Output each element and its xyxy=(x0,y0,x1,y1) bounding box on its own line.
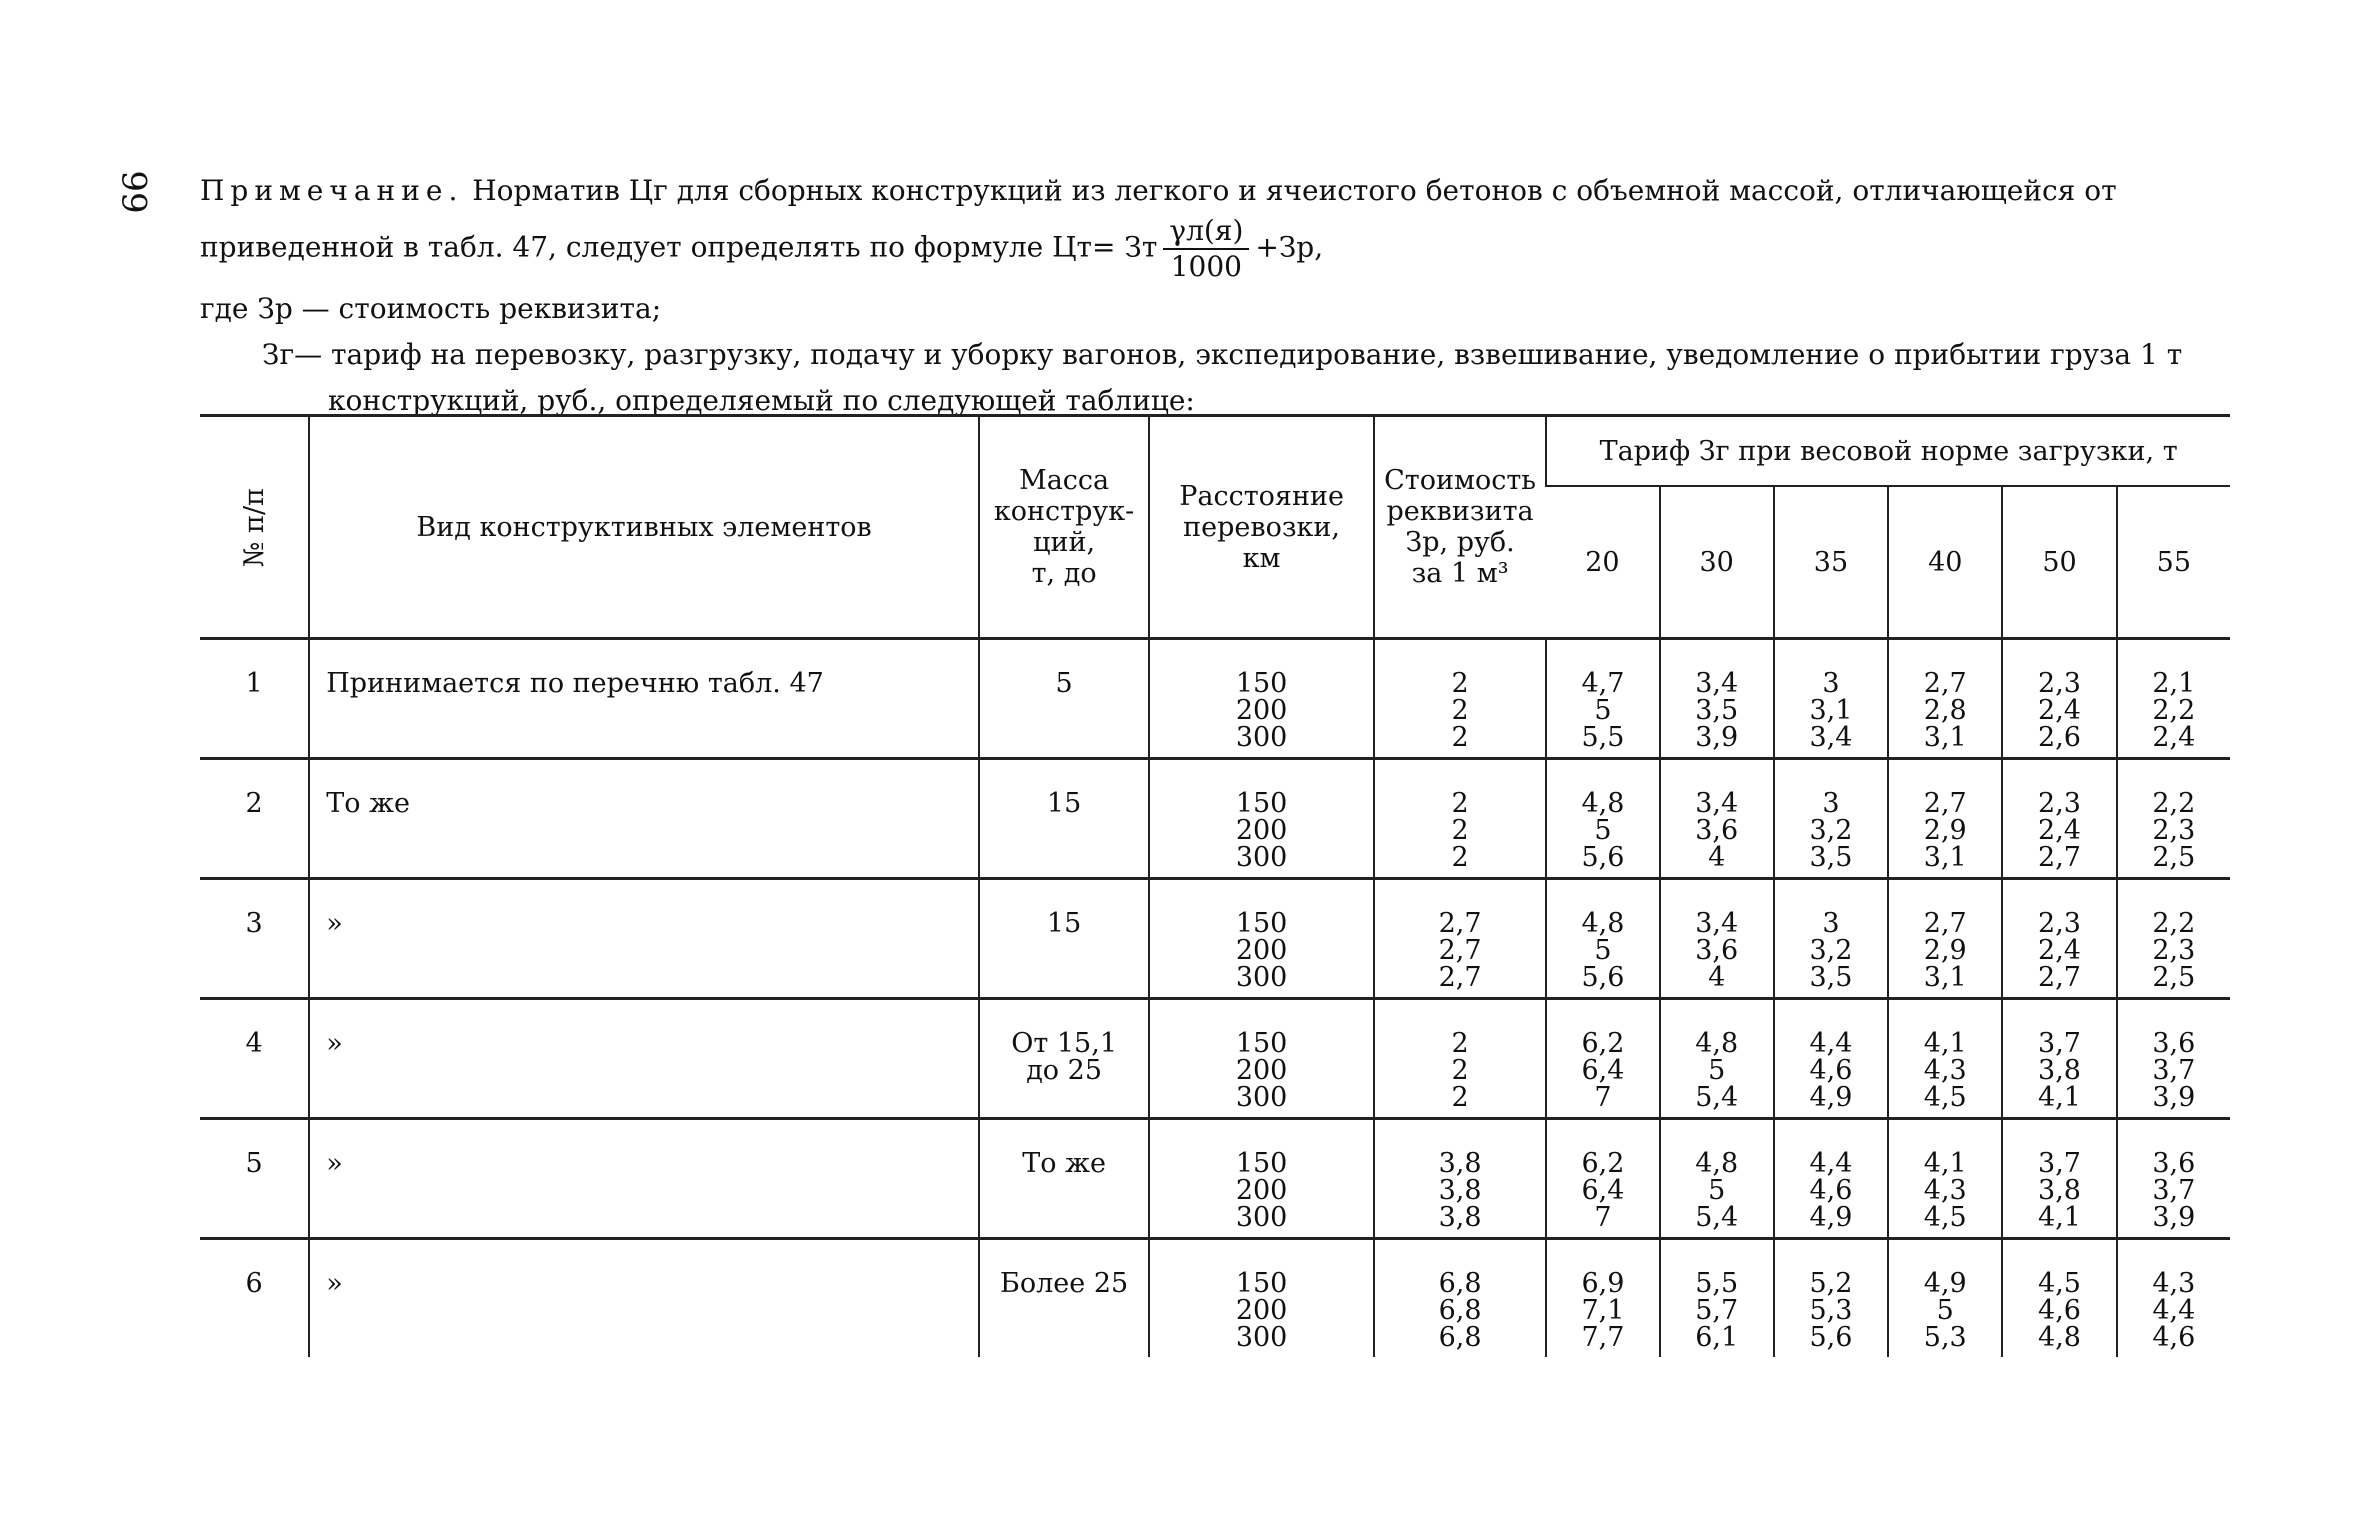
row-element-type: Принимается по перечню табл. 47 xyxy=(309,639,979,759)
row-tariff-20: 4,8 5 5,6 xyxy=(1546,879,1659,999)
row-mass: 15 xyxy=(979,759,1149,879)
header-cost: Стоимость реквизита Зр, руб. за 1 м³ xyxy=(1374,416,1546,639)
row-tariff-20: 4,8 5 5,6 xyxy=(1546,759,1659,879)
row-element-type: » xyxy=(309,879,979,999)
row-tariff-35: 5,2 5,3 5,6 xyxy=(1774,1239,1888,1358)
header-num: № п/п xyxy=(200,416,309,639)
row-tariff-35: 3 3,2 3,5 xyxy=(1774,879,1888,999)
header-load-50: 50 xyxy=(2002,486,2116,639)
row-tariff-40: 4,9 5 5,3 xyxy=(1888,1239,2002,1358)
row-mass: От 15,1 до 25 xyxy=(979,999,1149,1119)
row-cost: 6,8 6,8 6,8 xyxy=(1374,1239,1546,1358)
table-row xyxy=(200,759,2230,879)
header-load-20: 20 xyxy=(1546,486,1659,639)
fraction-denominator: 1000 xyxy=(1170,250,1242,283)
table-row xyxy=(200,1119,2230,1239)
row-tariff-40: 2,7 2,8 3,1 xyxy=(1888,639,2002,759)
row-element-type: » xyxy=(309,1239,979,1358)
row-num: 3 xyxy=(245,908,263,939)
row-tariff-30: 5,5 5,7 6,1 xyxy=(1660,1239,1774,1358)
note-block xyxy=(200,168,2240,424)
fraction-numerator: γл(я) xyxy=(1163,214,1249,250)
note-line-1 xyxy=(200,168,2240,214)
row-tariff-50: 4,5 4,6 4,8 xyxy=(2002,1239,2116,1358)
row-tariff-55: 2,2 2,3 2,5 xyxy=(2117,759,2230,879)
row-tariff-35: 4,4 4,6 4,9 xyxy=(1774,999,1888,1119)
table-row xyxy=(200,1239,2230,1358)
row-tariff-55: 4,3 4,4 4,6 xyxy=(2117,1239,2230,1358)
row-tariff-40: 2,7 2,9 3,1 xyxy=(1888,759,2002,879)
row-element-type: » xyxy=(309,999,979,1119)
row-tariff-40: 4,1 4,3 4,5 xyxy=(1888,1119,2002,1239)
header-load-40: 40 xyxy=(1888,486,2002,639)
row-mass: То же xyxy=(979,1119,1149,1239)
row-mass: Более 25 xyxy=(979,1239,1149,1358)
table-row xyxy=(200,639,2230,759)
formula-fraction xyxy=(1163,214,1249,284)
row-distance: 150 200 300 xyxy=(1149,639,1374,759)
row-cost: 2 2 2 xyxy=(1374,639,1546,759)
row-tariff-35: 3 3,1 3,4 xyxy=(1774,639,1888,759)
row-element-type: » xyxy=(309,1119,979,1239)
row-tariff-30: 3,4 3,6 4 xyxy=(1660,879,1774,999)
row-distance: 150 200 300 xyxy=(1149,1119,1374,1239)
note-text-1: Норматив Цг для сборных конструкций из легкого и ячеистого бетонов с объемной массой, отличающейся от xyxy=(472,174,2117,207)
header-name: Вид конструктивных элементов xyxy=(309,416,979,639)
row-tariff-30: 3,4 3,6 4 xyxy=(1660,759,1774,879)
header-tariff-group: Тариф Зг при весовой норме загрузки, т xyxy=(1546,416,2230,487)
row-tariff-40: 4,1 4,3 4,5 xyxy=(1888,999,2002,1119)
row-tariff-20: 4,7 5 5,5 xyxy=(1546,639,1659,759)
row-element-type: То же xyxy=(309,759,979,879)
row-distance: 150 200 300 xyxy=(1149,759,1374,879)
row-tariff-55: 2,1 2,2 2,4 xyxy=(2117,639,2230,759)
row-tariff-50: 3,7 3,8 4,1 xyxy=(2002,1119,2116,1239)
tariff-table xyxy=(200,414,2230,1357)
row-distance: 150 200 300 xyxy=(1149,999,1374,1119)
row-tariff-55: 2,2 2,3 2,5 xyxy=(2117,879,2230,999)
row-tariff-30: 4,8 5 5,4 xyxy=(1660,999,1774,1119)
row-cost: 2,7 2,7 2,7 xyxy=(1374,879,1546,999)
row-tariff-50: 2,3 2,4 2,7 xyxy=(2002,759,2116,879)
page-number: 99 xyxy=(113,170,154,214)
row-cost: 3,8 3,8 3,8 xyxy=(1374,1119,1546,1239)
note-label: Примечание. xyxy=(200,174,464,207)
where-zg: Зг— тариф на перевозку, разгрузку, подачу и уборку вагонов, экспедирование, взвешивание, уведомление о прибытии груза 1 т xyxy=(262,338,2183,371)
row-tariff-20: 6,2 6,4 7 xyxy=(1546,999,1659,1119)
formula-end: +Зр, xyxy=(1255,230,1324,264)
row-num: 1 xyxy=(245,668,263,699)
row-distance: 150 200 300 xyxy=(1149,1239,1374,1358)
where-zg-cont: конструкций, руб., определяемый по следующей таблице: xyxy=(328,384,1195,417)
row-tariff-20: 6,2 6,4 7 xyxy=(1546,1119,1659,1239)
row-cost: 2 2 2 xyxy=(1374,759,1546,879)
row-num: 2 xyxy=(245,788,263,819)
table-row xyxy=(200,879,2230,999)
row-tariff-50: 3,7 3,8 4,1 xyxy=(2002,999,2116,1119)
row-tariff-55: 3,6 3,7 3,9 xyxy=(2117,999,2230,1119)
table-row xyxy=(200,999,2230,1119)
header-load-30: 30 xyxy=(1660,486,1774,639)
formula-start: приведенной в табл. 47, следует определять по формуле Цт= Зт xyxy=(200,230,1158,264)
row-tariff-30: 3,4 3,5 3,9 xyxy=(1660,639,1774,759)
row-num: 6 xyxy=(245,1268,263,1299)
row-tariff-50: 2,3 2,4 2,6 xyxy=(2002,639,2116,759)
row-num: 4 xyxy=(245,1028,263,1059)
header-load-35: 35 xyxy=(1774,486,1888,639)
header-distance: Расстояние перевозки, км xyxy=(1149,416,1374,639)
row-distance: 150 200 300 xyxy=(1149,879,1374,999)
row-tariff-20: 6,9 7,1 7,7 xyxy=(1546,1239,1659,1358)
header-load-55: 55 xyxy=(2117,486,2230,639)
row-num: 5 xyxy=(245,1148,263,1179)
row-tariff-35: 3 3,2 3,5 xyxy=(1774,759,1888,879)
row-tariff-40: 2,7 2,9 3,1 xyxy=(1888,879,2002,999)
row-tariff-35: 4,4 4,6 4,9 xyxy=(1774,1119,1888,1239)
row-cost: 2 2 2 xyxy=(1374,999,1546,1119)
row-tariff-55: 3,6 3,7 3,9 xyxy=(2117,1119,2230,1239)
row-tariff-30: 4,8 5 5,4 xyxy=(1660,1119,1774,1239)
header-mass: Масса конструк- ций, т, до xyxy=(979,416,1149,639)
where-zr: где Зр — стоимость реквизита; xyxy=(200,292,662,325)
row-mass: 15 xyxy=(979,879,1149,999)
formula-line xyxy=(200,214,2240,286)
row-mass: 5 xyxy=(979,639,1149,759)
row-tariff-50: 2,3 2,4 2,7 xyxy=(2002,879,2116,999)
